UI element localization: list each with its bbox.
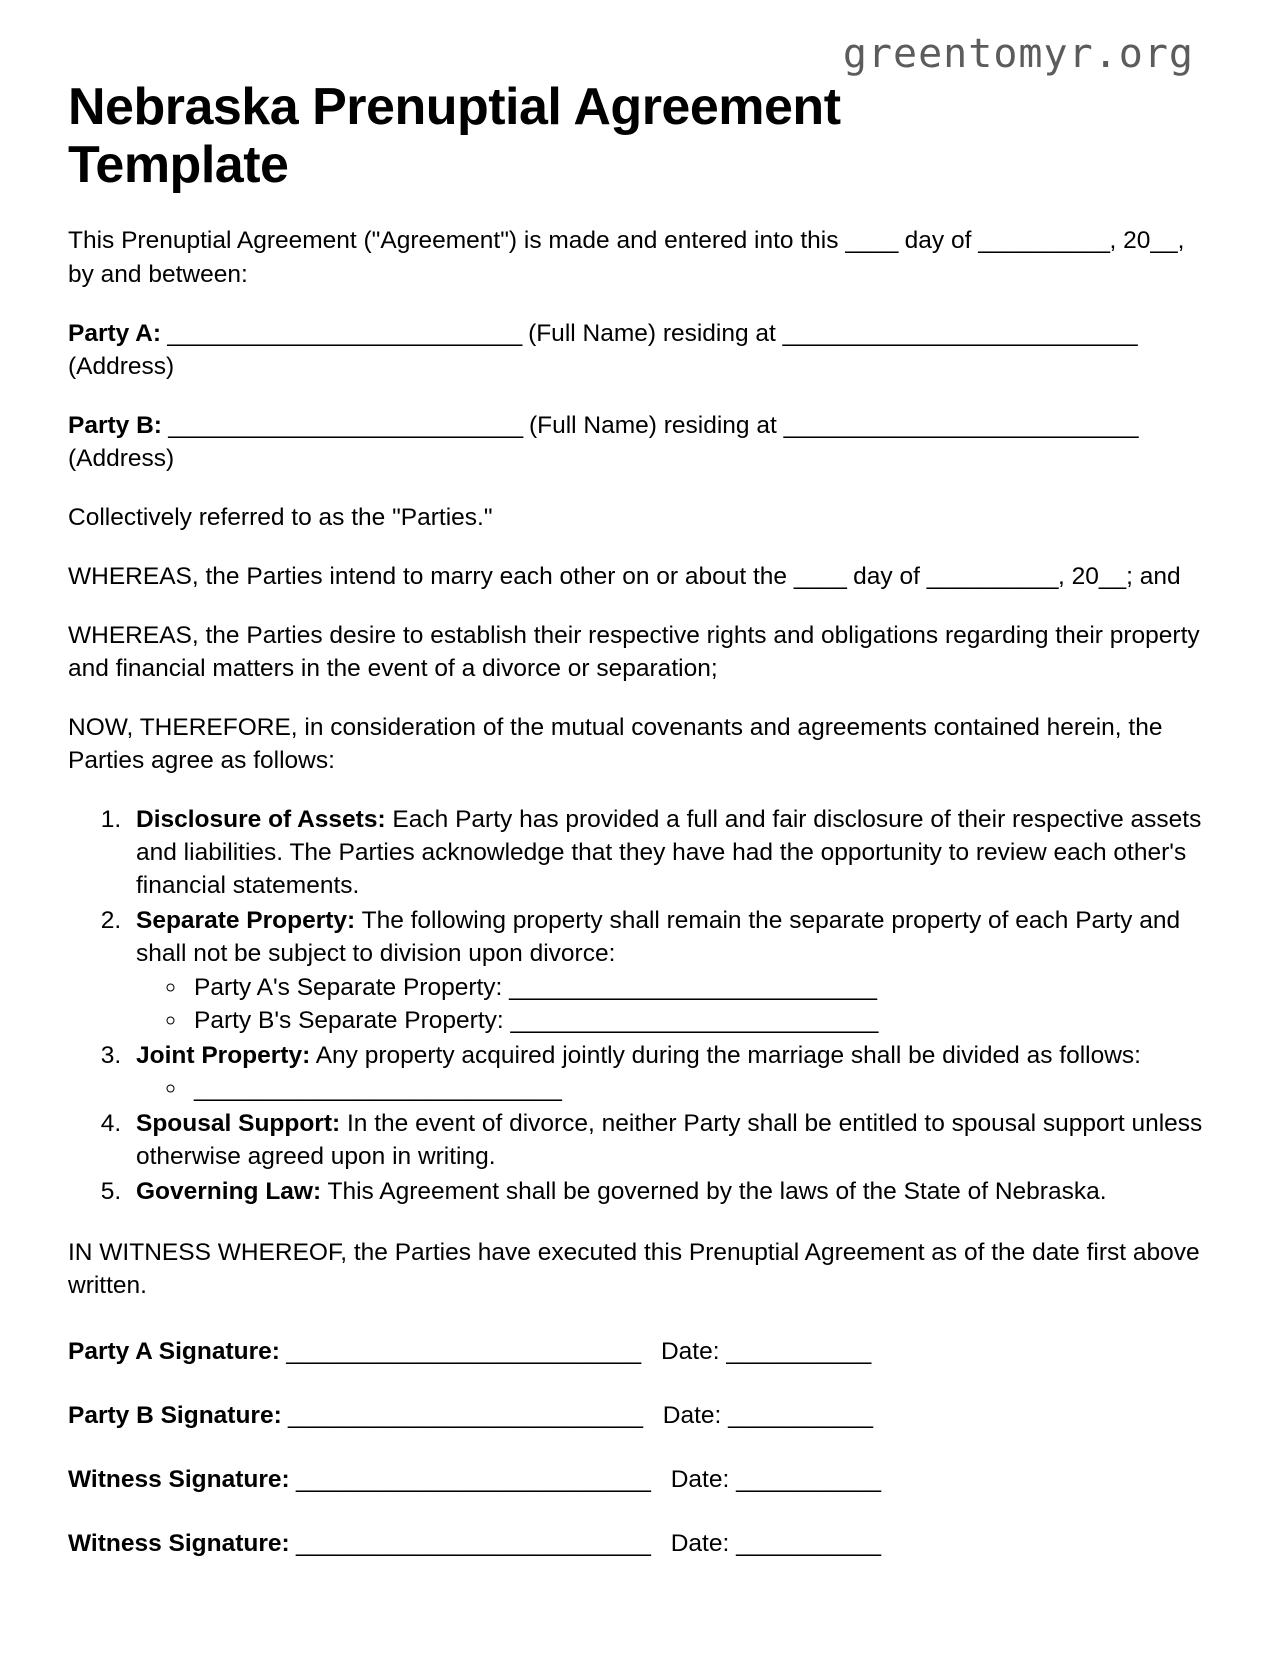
document-body [68, 194, 1214, 1559]
party-a-address-blank: ___________________________ [782, 319, 1138, 347]
party-a-fullname-note: (Full Name) residing at [528, 319, 783, 347]
clause-sub-item: ◦ ___________________________ [188, 1072, 1214, 1105]
party-b-label: Party B: [68, 411, 162, 439]
clause-item [128, 1107, 1214, 1173]
signature-blank: ___________________________ [279, 1338, 647, 1366]
date-blank: ___________ [728, 1401, 873, 1429]
signature-blank: ___________________________ [289, 1465, 657, 1493]
signature-block [68, 1336, 1214, 1559]
signature-row [68, 1528, 1214, 1560]
clause-heading: Joint Property: [136, 1041, 311, 1069]
intro-month-blank: __________ [978, 227, 1110, 255]
clause-text: This Agreement shall be governed by the laws of the State of Nebraska. [321, 1177, 1107, 1205]
signature-row [68, 1400, 1214, 1432]
party-b-address-blank: ___________________________ [783, 411, 1138, 439]
whereas-marry-text-1: WHEREAS, the Parties intend to marry each other on or about the [68, 562, 794, 590]
signature-label: Witness Signature: [68, 1465, 290, 1493]
date-blank: ___________ [726, 1338, 871, 1366]
party-b-address-note: (Address) [68, 444, 175, 472]
whereas-property-paragraph: WHEREAS, the Parties desire to establish their respective rights and obligations regarding their property and financial matters in the event of a divorce or separation; [68, 621, 1200, 683]
party-a-label: Party A: [68, 319, 162, 347]
signature-blank: ___________________________ [281, 1401, 649, 1429]
party-a-address-note: (Address) [68, 352, 175, 380]
clause-heading: Governing Law: [136, 1177, 322, 1205]
intro-text-1: This Prenuptial Agreement ("Agreement") is made and entered into this [68, 227, 846, 255]
party-b-name-blank: ___________________________ [161, 411, 529, 439]
clause-text: The following property shall remain the separate property of each Party and shall not be subject to division upon divorce: [136, 907, 1181, 968]
whereas-month-blank: __________ [926, 562, 1058, 590]
date-label: Date: [662, 1401, 729, 1429]
now-therefore-paragraph: NOW, THEREFORE, in consideration of the mutual covenants and agreements contained herein, the Parties agree as follows: [68, 714, 1163, 775]
party-a-line [68, 317, 1214, 383]
clause-item [128, 1039, 1214, 1105]
intro-day-blank: ____ [845, 227, 898, 255]
clauses-list [68, 803, 1214, 1208]
clause-heading: Disclosure of Assets: [136, 806, 386, 834]
party-b-line [68, 409, 1214, 475]
intro-text-2: day of [897, 227, 979, 255]
date-blank: ___________ [736, 1465, 881, 1493]
clause-sub-item: ◦ Party A's Separate Property: ___________________________ [188, 971, 1214, 1004]
clause-text: Each Party has provided a full and fair disclosure of their respective assets and liabilities. The Parties acknowledge that they have had the opportunity to review each other's financial statements. [136, 806, 1202, 900]
clause-item [128, 1175, 1214, 1208]
collectively-paragraph: Collectively referred to as the "Parties." [68, 503, 493, 531]
clause-text: Any property acquired jointly during the marriage shall be divided as follows: [310, 1041, 1141, 1069]
party-a-name-blank: ___________________________ [161, 319, 529, 347]
signature-label: Party B Signature: [68, 1401, 282, 1429]
whereas-marry-text-3: , 20__; and [1057, 562, 1181, 590]
signature-label: Party A Signature: [68, 1338, 280, 1366]
clause-sub-item: ◦ Party B's Separate Property: ___________________________ [188, 1004, 1214, 1037]
site-watermark: greentomyr.org [842, 31, 1194, 77]
clause-heading: Spousal Support: [136, 1109, 341, 1137]
party-b-fullname-note: (Full Name) residing at [528, 411, 784, 439]
clause-sub-list [136, 971, 1214, 1037]
intro-paragraph [68, 224, 1214, 290]
intro-text-3: , 20__, by and between: [68, 227, 1185, 288]
clause-item [128, 904, 1214, 1036]
date-label: Date: [670, 1465, 737, 1493]
in-witness-paragraph: IN WITNESS WHEREOF, the Parties have executed this Prenuptial Agreement as of the date first above written. [68, 1238, 1200, 1300]
date-label: Date: [670, 1529, 737, 1557]
signature-blank: ___________________________ [289, 1529, 657, 1557]
signature-label: Witness Signature: [68, 1529, 290, 1557]
date-blank: ___________ [736, 1529, 881, 1557]
clause-sub-list [136, 1072, 1214, 1105]
whereas-day-blank: ____ [793, 562, 847, 590]
clause-text: In the event of divorce, neither Party shall be entitled to spousal support unless otherwise agreed upon in writing. [136, 1109, 1203, 1170]
whereas-marry-text-2: day of [846, 562, 927, 590]
clause-item [128, 803, 1214, 902]
page-title: Nebraska Prenuptial Agreement Template [68, 78, 841, 195]
signature-row [68, 1464, 1214, 1496]
clause-heading: Separate Property: [136, 907, 356, 935]
whereas-marry-paragraph [68, 560, 1214, 593]
date-label: Date: [660, 1338, 727, 1366]
signature-row [68, 1336, 1214, 1368]
